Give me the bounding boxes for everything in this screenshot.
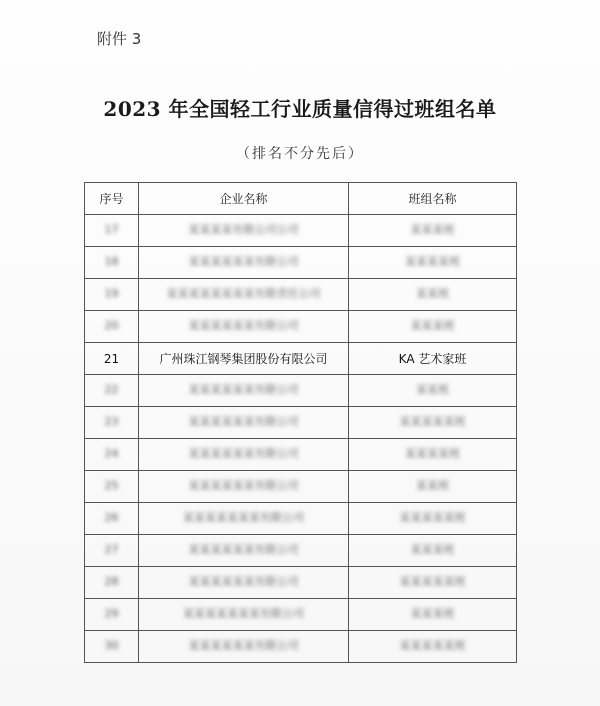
table-header-row — [85, 183, 517, 215]
row-number-text: 26 — [104, 510, 119, 524]
table-row — [85, 343, 517, 375]
company-name-cell — [139, 503, 349, 535]
row-number-cell — [85, 311, 139, 343]
team-name-cell — [349, 343, 517, 375]
company-name-text: 某某某某某某有限公司 — [188, 639, 299, 652]
row-number-cell — [85, 279, 139, 311]
team-name-text: 某某某某班 — [405, 447, 460, 460]
table-row — [85, 247, 517, 279]
company-name-cell — [139, 567, 349, 599]
company-name-cell — [139, 279, 349, 311]
row-number-cell — [85, 471, 139, 503]
company-name-cell — [139, 247, 349, 279]
row-number-text: 27 — [104, 542, 119, 556]
row-number-cell — [85, 599, 139, 631]
company-name-text: 某某某某某某某有限公司 — [183, 511, 304, 524]
company-name-text: 某某某某某某有限公司 — [188, 415, 299, 428]
row-number-text: 19 — [104, 286, 119, 300]
row-number-cell — [85, 375, 139, 407]
company-name-cell — [139, 343, 349, 375]
company-name-text: 某某某某某某有限公司 — [188, 319, 299, 332]
company-name-text: 某某某某某某有限公司 — [188, 543, 299, 556]
company-name-cell — [139, 311, 349, 343]
table-row — [85, 599, 517, 631]
page-subtitle: （排名不分先后） — [236, 146, 364, 162]
company-name-text: 某某某某某某有限公司 — [188, 383, 299, 396]
team-name-text: 某某某班 — [410, 223, 455, 236]
team-name-text: 某某班 — [416, 287, 449, 300]
row-number-text: 24 — [104, 446, 119, 460]
team-name-text: 某某班 — [416, 479, 449, 492]
team-name-cell — [349, 439, 517, 471]
table-row — [85, 375, 517, 407]
team-name-text: 某某某某某班 — [399, 511, 466, 524]
team-name-cell — [349, 567, 517, 599]
row-number-cell — [85, 439, 139, 471]
table-row — [85, 439, 517, 471]
team-name-cell — [349, 599, 517, 631]
team-name-text: 某某某某某班 — [399, 639, 466, 652]
row-number-text: 20 — [104, 318, 119, 332]
row-number-text: 21 — [103, 351, 120, 366]
row-number-cell — [85, 247, 139, 279]
company-name-text: 某某某某某某某某有限责任公司 — [166, 287, 321, 300]
team-name-text: KA 艺术家班 — [398, 352, 467, 366]
table-row — [85, 471, 517, 503]
team-name-text: 某某某班 — [410, 543, 455, 556]
row-number-cell — [85, 407, 139, 439]
team-name-cell — [349, 535, 517, 567]
team-name-text: 某某某某某班 — [399, 575, 466, 588]
row-number-cell — [85, 631, 139, 663]
company-name-cell — [139, 215, 349, 247]
company-name-cell — [139, 599, 349, 631]
company-name-text: 某某某某某某有限公司 — [188, 479, 299, 492]
company-name-cell — [139, 535, 349, 567]
row-number-text: 25 — [104, 478, 119, 492]
team-name-text: 某某某某班 — [405, 255, 460, 268]
company-name-cell — [139, 471, 349, 503]
table-row — [85, 503, 517, 535]
company-name-cell — [139, 407, 349, 439]
row-number-text: 23 — [104, 414, 119, 428]
team-name-cell — [349, 471, 517, 503]
company-name-text: 某某某某有限公司公司 — [188, 223, 299, 236]
team-name-cell — [349, 407, 517, 439]
row-number-cell — [85, 343, 139, 375]
team-name-text: 某某班 — [416, 383, 449, 396]
company-name-text: 某某某某某某某有限公司 — [183, 607, 304, 620]
company-name-cell — [139, 439, 349, 471]
table-row — [85, 215, 517, 247]
row-number-cell — [85, 503, 139, 535]
team-name-text: 某某某班 — [410, 607, 455, 620]
row-number-text: 17 — [104, 222, 119, 236]
team-name-cell — [349, 503, 517, 535]
table-row — [85, 311, 517, 343]
row-number-text: 28 — [104, 574, 119, 588]
company-name-text: 某某某某某某有限公司 — [188, 575, 299, 588]
team-name-cell — [349, 375, 517, 407]
team-name-cell — [349, 215, 517, 247]
row-number-text: 29 — [104, 606, 119, 620]
team-name-cell — [349, 247, 517, 279]
attachment-label: 附件 3 — [97, 30, 142, 48]
row-number-text: 18 — [104, 254, 119, 268]
row-number-text: 22 — [104, 382, 119, 396]
team-name-text: 某某某某某班 — [399, 415, 466, 428]
table-row — [85, 567, 517, 599]
column-header-company: 企业名称 — [139, 183, 349, 215]
team-name-text: 某某某班 — [410, 319, 455, 332]
roster-table — [84, 182, 517, 663]
team-name-cell — [349, 279, 517, 311]
row-number-cell — [85, 535, 139, 567]
row-number-cell — [85, 215, 139, 247]
table-row — [85, 279, 517, 311]
company-name-cell — [139, 375, 349, 407]
table-row — [85, 631, 517, 663]
company-name-text: 某某某某某某有限公司 — [188, 447, 299, 460]
table-row — [85, 535, 517, 567]
team-name-cell — [349, 631, 517, 663]
company-name-cell — [139, 631, 349, 663]
company-name-text: 某某某某某某有限公司 — [188, 255, 299, 268]
page-title: 2023 年全国轻工行业质量信得过班组名单 — [103, 97, 497, 121]
team-name-cell — [349, 311, 517, 343]
company-name-text: 广州珠江钢琴集团股份有限公司 — [159, 352, 328, 366]
column-header-team: 班组名称 — [349, 183, 517, 215]
table-row — [85, 407, 517, 439]
row-number-text: 30 — [104, 638, 119, 652]
column-header-number: 序号 — [85, 183, 139, 215]
row-number-cell — [85, 567, 139, 599]
